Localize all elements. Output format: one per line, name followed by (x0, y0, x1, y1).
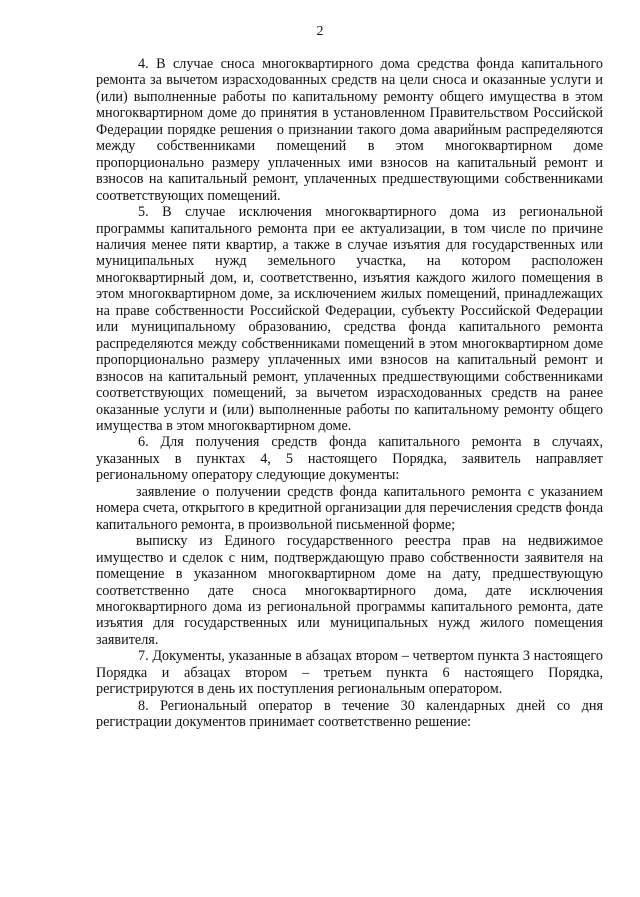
paragraph-6-item-application: заявление о получении средств фонда капитального ремонта с указанием номера счета, открытого в кредитной организации для перечисления средств фонда капитального ремонта, в произвольной письменной форме; (96, 483, 603, 533)
paragraph-5: 5. В случае исключения многоквартирного дома из региональной программы капитального ремонта при ее актуализации, в том числе по причине наличия менее пяти квартир, а также в случае изъятия для государственных или муниципальных нужд земельного участка, на котором расположен многоквартирный дом, и, соответственно, изъятия каждого жилого помещения в этом многоквартирном доме, за исключением жилых помещений, принадлежащих на праве собственности Российской Федерации, субъекту Российской Федерации или муниципальному образованию, средства фонда капитального ремонта распределяются между собственниками помещений в этом многоквартирном доме пропорционально размеру уплаченных ими взносов на капитальный ремонт и взносов на капитальный ремонт, уплаченных предшествующими собственниками соответствующих помещений, за вычетом израсходованных средств на ранее оказанные услуги и (или) выполненные работы по капитальному ремонту общего имущества в этом многоквартирном доме. (96, 204, 603, 434)
paragraph-8: 8. Региональный оператор в течение 30 календарных дней со дня регистрации документов принимает соответственно решение: (96, 697, 603, 731)
page-number: 2 (316, 24, 324, 39)
paragraph-7: 7. Документы, указанные в абзацах втором – четвертом пункта 3 настоящего Порядка и абзацах втором – третьем пункта 6 настоящего Порядка, регистрируются в день их поступления региональным оператором. (96, 648, 603, 698)
paragraph-6: 6. Для получения средств фонда капитального ремонта в случаях, указанных в пунктах 4, 5 настоящего Порядка, заявитель направляет региональному оператору следующие документы: (96, 434, 603, 484)
document-body (96, 56, 603, 731)
paragraph-4: 4. В случае сноса многоквартирного дома средства фонда капитального ремонта за вычетом израсходованных средств на цели сноса и оказанные услуги и (или) выполненные работы по капитальному ремонту общего имущества в этом многоквартирном доме до принятия в установленном Правительством Российской Федерации порядке решения о признании такого дома аварийным распределяются между собственниками помещений в этом многоквартирном доме пропорционально размеру уплаченных ими взносов на капитальный ремонт и взносов на капитальный ремонт, уплаченных предшествующими собственниками соответствующих помещений. (96, 56, 603, 204)
paragraph-6-item-extract: выписку из Единого государственного реестра прав на недвижимое имущество и сделок с ним, подтверждающую право собственности заявителя на помещение в указанном многоквартирном доме на дату, предшествующую соответственно дате сноса многоквартирного дома, дате исключения многоквартирного дома из региональной программы капитального ремонта, дате изъятия для государственных или муниципальных нужд жилого помещения заявителя. (96, 533, 603, 648)
